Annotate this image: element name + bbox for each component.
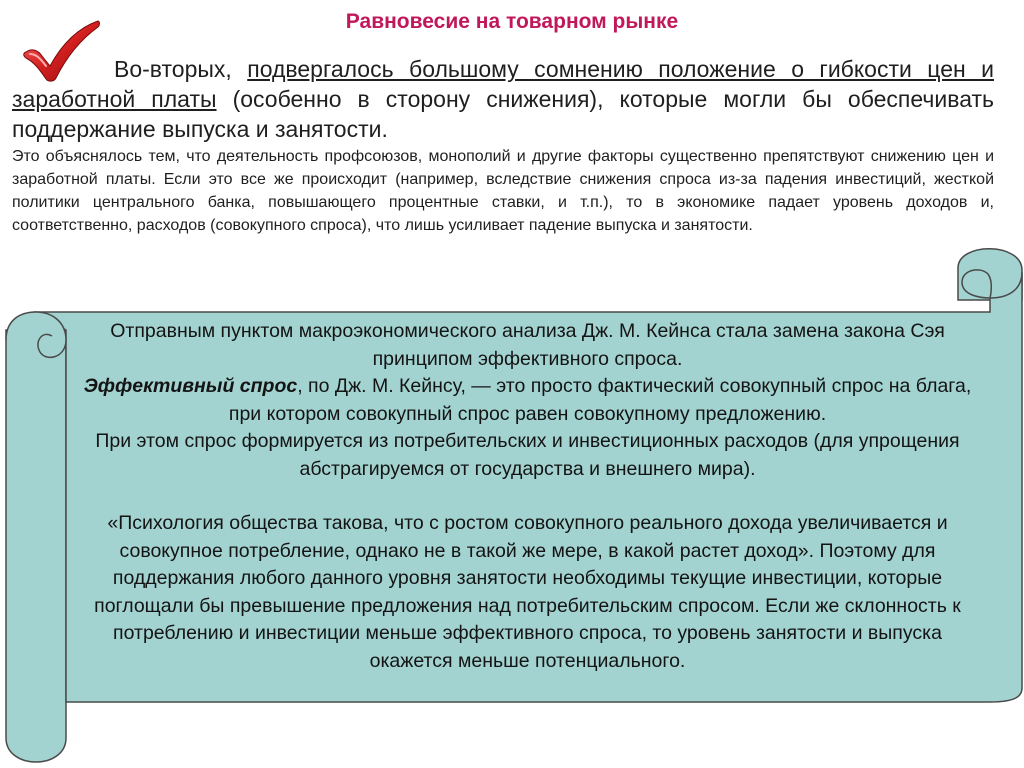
demand-composition: При этом спрос формируется из потребительских и инвестиционных расходов (для упрощения абстрагируемся от государства и внешнего мира).: [95, 430, 960, 480]
keynes-intro: Отправным пунктом макроэкономического анализа Дж. М. Кейнса стала замена закона Сэя принципом эффективного спроса.: [110, 320, 945, 370]
intro-rest: (особенно в сторону снижения), которые могли бы обеспечивать поддержание выпуска и занятости.: [12, 86, 994, 142]
intro-underlined: подвергалось большому сомнению положение о гибкости цен и заработной платы: [12, 56, 994, 112]
effective-demand-text: , по Дж. М. Кейнсу, — это просто фактический совокупный спрос на блага, при котором совокупный спрос равен совокупному предложению.: [228, 375, 972, 425]
scroll-text: [75, 318, 980, 675]
psychology-quote: «Психология общества такова, что с ростом совокупного реального дохода увеличивается и совокупное потребление, однако не в такой же мере, в какой растет доход». Поэтому для поддержания любого данного уровня занятости необходимы текущие инвестиции, которые поглощали бы превышение предложения над потребительским спросом. Если же склонность к потреблению и инвестиции меньше эффективного спроса, то уровень занятости и выпуска окажется меньше потенциального.: [94, 512, 961, 672]
intro-lead: Во-вторых,: [114, 56, 248, 82]
explanation-paragraph: Это объяснялось тем, что деятельность профсоюзов, монополий и другие факторы существенно препятствуют снижению цен и заработной платы. Если это все же происходит (например, вследствие снижения спроса из-за падения инвестиций, жесткой политики центрального банка, повышающего процентные ставки, и т.п.), то в экономике падает уровень доходов и, соответственно, расходов (совокупного спроса), что лишь усиливает падение выпуска и занятости.: [12, 148, 994, 234]
effective-demand-term: Эффективный спрос: [83, 375, 298, 397]
slide-title: Равновесие на товарном рынке: [345, 10, 679, 33]
effective-demand-definition: [75, 373, 980, 428]
